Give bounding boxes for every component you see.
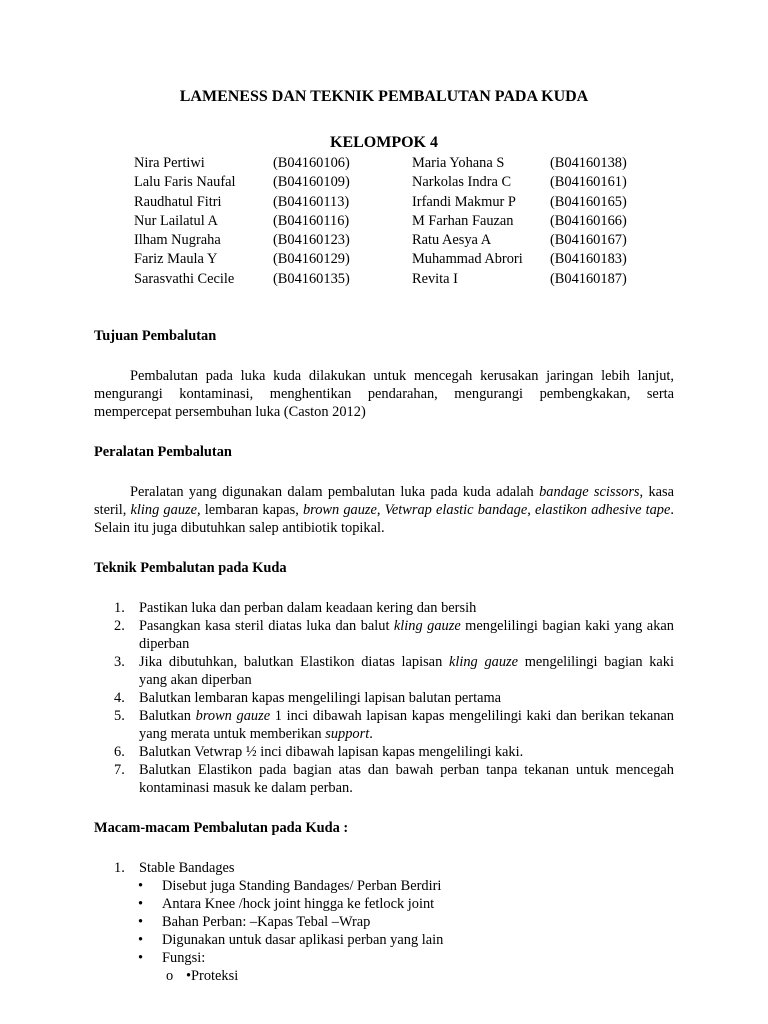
bullet-item: • Fungsi: xyxy=(138,950,206,966)
member-name: Maria Yohana S xyxy=(412,155,505,171)
section-heading-macam: Macam-macam Pembalutan pada Kuda : xyxy=(94,820,349,836)
list-item: 1. Pastikan luka dan perban dalam keadaan kering dan bersih xyxy=(114,600,477,616)
section-heading-tujuan: Tujuan Pembalutan xyxy=(94,328,217,344)
member-name: Sarasvathi Cecile xyxy=(134,270,235,287)
member-name: Ratu Aesya A xyxy=(412,232,492,249)
list-item: 7. Balutkan Elastikon pada bagian atas dan bawah perban tanpa tekanan untuk mencegah kontaminasi masuk ke dalam perban. xyxy=(114,762,674,796)
member-id: (B04160135) xyxy=(273,270,350,287)
list-item: 6. Balutkan Vetwrap ½ inci dibawah lapisan kapas mengelilingi kaki. xyxy=(114,744,524,760)
circle-bullet-icon: o xyxy=(166,968,174,984)
member-id: (B04160166) xyxy=(550,212,627,229)
section-heading-peralatan: Peralatan Pembalutan xyxy=(94,444,232,460)
macam-list xyxy=(94,859,674,877)
member-id: (B04160167) xyxy=(550,232,627,249)
bullet-icon: • xyxy=(138,950,144,966)
list-item: 2. Pasangkan kasa steril diatas luka dan balut kling gauze mengelilingi bagian kaki yang akan diperban xyxy=(114,618,674,652)
bullet-item: • Digunakan untuk dasar aplikasi perban yang lain xyxy=(138,932,444,948)
bullet-item: • Disebut juga Standing Bandages/ Perban Berdiri xyxy=(138,878,442,894)
bullet-item: • Antara Knee /hock joint hingga ke fetlock joint xyxy=(138,896,435,912)
member-id: (B04160129) xyxy=(273,251,350,268)
bullet-icon: • xyxy=(138,914,144,930)
member-id: (B04160165) xyxy=(550,193,627,210)
member-id: (B04160138) xyxy=(550,155,627,171)
list-item: 1. Stable Bandages xyxy=(114,860,235,876)
list-item: 5. Balutkan brown gauze 1 inci dibawah lapisan kapas mengelilingi kaki dan berikan tekanan yang merata untuk memberikan support. xyxy=(114,708,674,742)
member-id: (B04160123) xyxy=(273,232,350,249)
member-name: Revita I xyxy=(412,270,458,287)
paragraph-peralatan: Peralatan yang digunakan dalam pembalutan luka pada kuda adalah bandage scissors, kasa steril, kling gauze, lembaran kapas, brown gauze, Vetwrap elastic bandage, elastikon adhesive tape. Selain itu juga dibutuhkan salep antibiotik topikal. xyxy=(94,484,675,536)
member-name: Nur Lailatul A xyxy=(134,212,218,229)
document-body xyxy=(94,327,674,985)
document-title: LAMENESS DAN TEKNIK PEMBALUTAN PADA KUDA xyxy=(179,88,589,105)
bullet-icon: • xyxy=(138,878,144,894)
member-id: (B04160113) xyxy=(273,193,350,210)
member-name: Muhammad Abrori xyxy=(412,251,523,268)
paragraph-tujuan: Pembalutan pada luka kuda dilakukan untuk mencegah kerusakan jaringan lebih lanjut, mengurangi kontaminasi, menghentikan pendarahan, mengurangi pembengkakan, serta mempercepat persembuhan luka (Caston 2012) xyxy=(94,368,674,420)
member-name: Raudhatul Fitri xyxy=(134,193,222,210)
sub-bullet-item: o •Proteksi xyxy=(166,968,239,984)
group-heading: KELOMPOK 4 xyxy=(330,134,438,151)
member-name: Nira Pertiwi xyxy=(134,155,205,171)
member-name: Ilham Nugraha xyxy=(134,232,221,249)
bullet-list xyxy=(94,877,674,967)
bullet-icon: • xyxy=(138,932,144,948)
member-name: Fariz Maula Y xyxy=(134,251,218,268)
member-id: (B04160106) xyxy=(273,155,350,171)
member-id: (B04160109) xyxy=(273,174,350,191)
list-item: 4. Balutkan lembaran kapas mengelilingi lapisan balutan pertama xyxy=(114,690,502,706)
section-heading-teknik: Teknik Pembalutan pada Kuda xyxy=(94,560,287,576)
bullet-item: • Bahan Perban: –Kapas Tebal –Wrap xyxy=(138,914,371,930)
member-id: (B04160183) xyxy=(550,251,627,268)
member-name: Irfandi Makmur P xyxy=(412,193,516,210)
list-item: 3. Jika dibutuhkan, balutkan Elastikon diatas lapisan kling gauze mengelilingi bagian kaki yang akan diperban xyxy=(114,654,675,688)
member-id: (B04160187) xyxy=(550,270,627,287)
sub-bullet-list xyxy=(94,967,674,985)
member-name: M Farhan Fauzan xyxy=(412,212,514,229)
member-name: Lalu Faris Naufal xyxy=(134,174,236,191)
teknik-steps-list xyxy=(94,599,674,797)
member-id: (B04160116) xyxy=(273,212,350,229)
member-name: Narkolas Indra C xyxy=(412,174,512,191)
bullet-icon: • xyxy=(138,896,144,912)
member-id: (B04160161) xyxy=(550,174,627,191)
